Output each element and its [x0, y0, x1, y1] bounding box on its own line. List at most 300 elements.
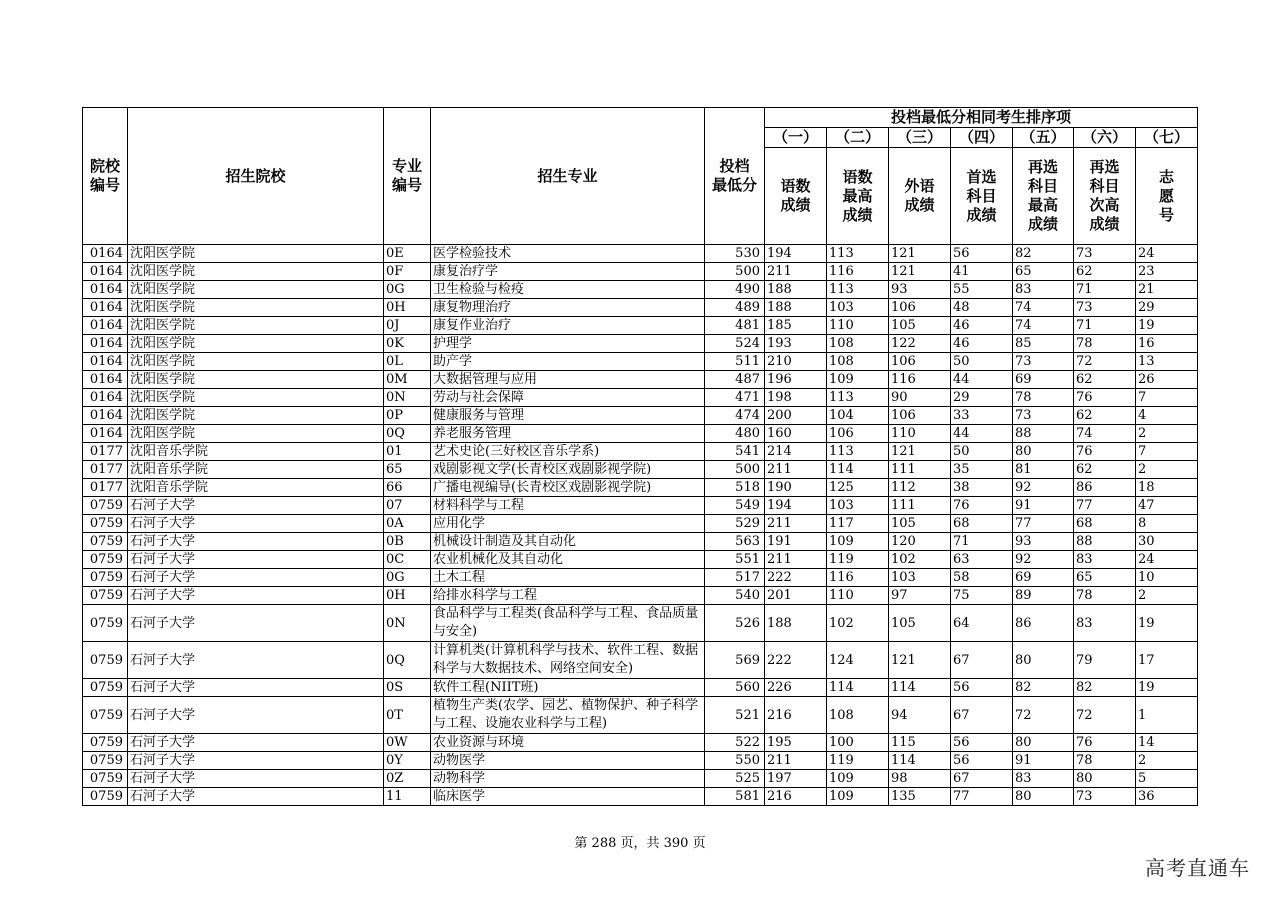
rank-5-cell: 93 [1013, 533, 1074, 551]
rank-4-cell: 46 [951, 335, 1013, 353]
rank-1-cell: 198 [765, 389, 827, 407]
min-score-cell: 551 [705, 551, 765, 569]
rank-3-cell: 98 [889, 770, 951, 788]
rank-5-cell: 69 [1013, 371, 1074, 389]
rank-3-cell: 111 [889, 461, 951, 479]
rank-3-cell: 105 [889, 515, 951, 533]
rank-4-cell: 50 [951, 443, 1013, 461]
rank-5-cell: 72 [1013, 697, 1074, 734]
major-code-cell: 0Q [384, 642, 431, 679]
rank-7-cell: 10 [1136, 569, 1198, 587]
school-code-cell: 0759 [83, 551, 128, 569]
rank-5-cell: 88 [1013, 425, 1074, 443]
major-name-cell: 材料科学与工程 [431, 497, 705, 515]
rank-7-cell: 36 [1136, 788, 1198, 806]
rank-4-cell: 56 [951, 734, 1013, 752]
school-name-cell: 沈阳医学院 [128, 317, 384, 335]
rank-2-cell: 106 [827, 425, 889, 443]
major-code-cell: 0G [384, 569, 431, 587]
school-name-cell: 石河子大学 [128, 679, 384, 697]
min-score-cell: 550 [705, 752, 765, 770]
rank-4-cell: 48 [951, 299, 1013, 317]
school-name-cell: 沈阳医学院 [128, 263, 384, 281]
rank-3-cell: 106 [889, 407, 951, 425]
rank-1-cell: 193 [765, 335, 827, 353]
rank-4-cell: 56 [951, 679, 1013, 697]
min-score-cell: 517 [705, 569, 765, 587]
rank-6-cell: 88 [1074, 533, 1136, 551]
rank-6-cell: 62 [1074, 263, 1136, 281]
major-name-cell: 助产学 [431, 353, 705, 371]
major-name-cell: 植物生产类(农学、园艺、植物保护、种子科学与工程、设施农业科学与工程) [431, 697, 705, 734]
rank-3-cell: 120 [889, 533, 951, 551]
min-score-cell: 540 [705, 587, 765, 605]
min-score-cell: 511 [705, 353, 765, 371]
rank-7-cell: 8 [1136, 515, 1198, 533]
major-code-cell: 0B [384, 533, 431, 551]
major-name-cell: 农业资源与环境 [431, 734, 705, 752]
header-rank-label-2: 语数 最高 成绩 [827, 148, 889, 245]
rank-1-cell: 185 [765, 317, 827, 335]
min-score-cell: 541 [705, 443, 765, 461]
rank-7-cell: 16 [1136, 335, 1198, 353]
rank-5-cell: 73 [1013, 353, 1074, 371]
rank-2-cell: 109 [827, 371, 889, 389]
header-rank-num-4: （四） [951, 128, 1013, 148]
rank-3-cell: 115 [889, 734, 951, 752]
rank-7-cell: 2 [1136, 425, 1198, 443]
header-rank-num-7: （七） [1136, 128, 1198, 148]
rank-2-cell: 113 [827, 281, 889, 299]
school-name-cell: 石河子大学 [128, 497, 384, 515]
min-score-cell: 522 [705, 734, 765, 752]
rank-6-cell: 74 [1074, 425, 1136, 443]
table-row [83, 263, 1198, 281]
rank-2-cell: 125 [827, 479, 889, 497]
school-code-cell: 0759 [83, 587, 128, 605]
major-code-cell: 0L [384, 353, 431, 371]
min-score-cell: 549 [705, 497, 765, 515]
major-name-cell: 机械设计制造及其自动化 [431, 533, 705, 551]
major-name-cell: 康复治疗学 [431, 263, 705, 281]
min-score-cell: 529 [705, 515, 765, 533]
table-body [83, 245, 1198, 806]
rank-3-cell: 121 [889, 443, 951, 461]
rank-5-cell: 69 [1013, 569, 1074, 587]
rank-5-cell: 80 [1013, 788, 1074, 806]
rank-5-cell: 92 [1013, 551, 1074, 569]
rank-6-cell: 86 [1074, 479, 1136, 497]
header-rank-label-3: 外语 成绩 [889, 148, 951, 245]
table-row [83, 679, 1198, 697]
rank-5-cell: 77 [1013, 515, 1074, 533]
school-name-cell: 石河子大学 [128, 551, 384, 569]
rank-1-cell: 214 [765, 443, 827, 461]
min-score-cell: 526 [705, 605, 765, 642]
rank-2-cell: 109 [827, 533, 889, 551]
table-row [83, 515, 1198, 533]
rank-6-cell: 78 [1074, 587, 1136, 605]
school-name-cell: 石河子大学 [128, 752, 384, 770]
rank-6-cell: 73 [1074, 245, 1136, 263]
rank-4-cell: 50 [951, 353, 1013, 371]
rank-7-cell: 23 [1136, 263, 1198, 281]
min-score-cell: 480 [705, 425, 765, 443]
table-row [83, 788, 1198, 806]
table-row [83, 569, 1198, 587]
rank-5-cell: 81 [1013, 461, 1074, 479]
school-code-cell: 0759 [83, 752, 128, 770]
rank-4-cell: 56 [951, 245, 1013, 263]
major-code-cell: 0K [384, 335, 431, 353]
min-score-cell: 521 [705, 697, 765, 734]
rank-1-cell: 188 [765, 281, 827, 299]
rank-1-cell: 196 [765, 371, 827, 389]
rank-6-cell: 73 [1074, 299, 1136, 317]
table-row [83, 697, 1198, 734]
major-code-cell: 0H [384, 587, 431, 605]
min-score-cell: 560 [705, 679, 765, 697]
rank-3-cell: 105 [889, 605, 951, 642]
rank-2-cell: 108 [827, 353, 889, 371]
major-name-cell: 给排水科学与工程 [431, 587, 705, 605]
rank-7-cell: 14 [1136, 734, 1198, 752]
rank-5-cell: 78 [1013, 389, 1074, 407]
rank-7-cell: 47 [1136, 497, 1198, 515]
school-name-cell: 沈阳医学院 [128, 371, 384, 389]
rank-6-cell: 62 [1074, 461, 1136, 479]
school-name-cell: 沈阳医学院 [128, 353, 384, 371]
table-row [83, 497, 1198, 515]
rank-7-cell: 13 [1136, 353, 1198, 371]
school-code-cell: 0177 [83, 479, 128, 497]
school-code-cell: 0164 [83, 389, 128, 407]
school-code-cell: 0164 [83, 281, 128, 299]
rank-7-cell: 17 [1136, 642, 1198, 679]
header-major-name: 招生专业 [431, 108, 705, 245]
header-rank-label-5: 再选 科目 最高 成绩 [1013, 148, 1074, 245]
rank-7-cell: 19 [1136, 679, 1198, 697]
table-row [83, 752, 1198, 770]
table-row [83, 299, 1198, 317]
header-rank-label-4: 首选 科目 成绩 [951, 148, 1013, 245]
rank-2-cell: 119 [827, 551, 889, 569]
rank-5-cell: 83 [1013, 770, 1074, 788]
rank-5-cell: 85 [1013, 335, 1074, 353]
rank-4-cell: 35 [951, 461, 1013, 479]
rank-1-cell: 210 [765, 353, 827, 371]
rank-1-cell: 211 [765, 263, 827, 281]
rank-5-cell: 86 [1013, 605, 1074, 642]
school-name-cell: 石河子大学 [128, 569, 384, 587]
header-rank-label-7: 志 愿 号 [1136, 148, 1198, 245]
school-code-cell: 0759 [83, 642, 128, 679]
rank-3-cell: 112 [889, 479, 951, 497]
major-name-cell: 医学检验技术 [431, 245, 705, 263]
min-score-cell: 489 [705, 299, 765, 317]
min-score-cell: 490 [705, 281, 765, 299]
rank-3-cell: 102 [889, 551, 951, 569]
rank-7-cell: 7 [1136, 443, 1198, 461]
table-row [83, 479, 1198, 497]
rank-2-cell: 116 [827, 263, 889, 281]
min-score-cell: 525 [705, 770, 765, 788]
rank-7-cell: 26 [1136, 371, 1198, 389]
header-rank-label-6: 再选 科目 次高 成绩 [1074, 148, 1136, 245]
major-name-cell: 土木工程 [431, 569, 705, 587]
major-code-cell: 0Z [384, 770, 431, 788]
table-row [83, 642, 1198, 679]
rank-3-cell: 135 [889, 788, 951, 806]
rank-7-cell: 4 [1136, 407, 1198, 425]
major-code-cell: 0A [384, 515, 431, 533]
min-score-cell: 569 [705, 642, 765, 679]
school-code-cell: 0164 [83, 245, 128, 263]
rank-6-cell: 76 [1074, 734, 1136, 752]
rank-6-cell: 65 [1074, 569, 1136, 587]
school-name-cell: 石河子大学 [128, 605, 384, 642]
rank-2-cell: 108 [827, 697, 889, 734]
school-code-cell: 0164 [83, 335, 128, 353]
school-code-cell: 0164 [83, 371, 128, 389]
major-name-cell: 农业机械化及其自动化 [431, 551, 705, 569]
table-row [83, 425, 1198, 443]
rank-5-cell: 65 [1013, 263, 1074, 281]
rank-6-cell: 78 [1074, 335, 1136, 353]
rank-5-cell: 74 [1013, 299, 1074, 317]
rank-5-cell: 80 [1013, 642, 1074, 679]
header-ranking-title: 投档最低分相同考生排序项 [765, 108, 1198, 128]
school-name-cell: 沈阳医学院 [128, 389, 384, 407]
school-code-cell: 0177 [83, 461, 128, 479]
header-school-code: 院校 编号 [83, 108, 128, 245]
rank-1-cell: 188 [765, 299, 827, 317]
school-name-cell: 石河子大学 [128, 533, 384, 551]
school-code-cell: 0759 [83, 515, 128, 533]
major-code-cell: 66 [384, 479, 431, 497]
rank-2-cell: 124 [827, 642, 889, 679]
rank-4-cell: 44 [951, 425, 1013, 443]
major-code-cell: 0W [384, 734, 431, 752]
school-name-cell: 沈阳医学院 [128, 281, 384, 299]
rank-4-cell: 75 [951, 587, 1013, 605]
major-name-cell: 广播电视编导(长青校区戏剧影视学院) [431, 479, 705, 497]
school-name-cell: 沈阳音乐学院 [128, 443, 384, 461]
table-row [83, 335, 1198, 353]
school-name-cell: 沈阳医学院 [128, 407, 384, 425]
major-name-cell: 戏剧影视文学(长青校区戏剧影视学院) [431, 461, 705, 479]
school-code-cell: 0759 [83, 788, 128, 806]
rank-6-cell: 76 [1074, 443, 1136, 461]
admission-score-table [82, 107, 1198, 806]
rank-4-cell: 67 [951, 697, 1013, 734]
rank-6-cell: 71 [1074, 281, 1136, 299]
rank-6-cell: 71 [1074, 317, 1136, 335]
rank-1-cell: 194 [765, 245, 827, 263]
major-name-cell: 食品科学与工程类(食品科学与工程、食品质量与安全) [431, 605, 705, 642]
rank-2-cell: 103 [827, 497, 889, 515]
rank-4-cell: 67 [951, 770, 1013, 788]
rank-2-cell: 100 [827, 734, 889, 752]
major-code-cell: 0S [384, 679, 431, 697]
table-row [83, 443, 1198, 461]
rank-2-cell: 108 [827, 335, 889, 353]
major-name-cell: 卫生检验与检疫 [431, 281, 705, 299]
rank-7-cell: 24 [1136, 245, 1198, 263]
school-code-cell: 0759 [83, 569, 128, 587]
rank-4-cell: 71 [951, 533, 1013, 551]
rank-6-cell: 77 [1074, 497, 1136, 515]
rank-7-cell: 30 [1136, 533, 1198, 551]
rank-4-cell: 76 [951, 497, 1013, 515]
rank-3-cell: 106 [889, 299, 951, 317]
rank-7-cell: 2 [1136, 587, 1198, 605]
rank-7-cell: 21 [1136, 281, 1198, 299]
min-score-cell: 500 [705, 461, 765, 479]
school-name-cell: 石河子大学 [128, 587, 384, 605]
header-major-code: 专业 编号 [384, 108, 431, 245]
major-code-cell: 0F [384, 263, 431, 281]
min-score-cell: 474 [705, 407, 765, 425]
rank-3-cell: 103 [889, 569, 951, 587]
rank-7-cell: 19 [1136, 605, 1198, 642]
rank-6-cell: 62 [1074, 371, 1136, 389]
school-code-cell: 0164 [83, 263, 128, 281]
rank-3-cell: 122 [889, 335, 951, 353]
rank-7-cell: 24 [1136, 551, 1198, 569]
rank-1-cell: 211 [765, 515, 827, 533]
school-code-cell: 0759 [83, 697, 128, 734]
min-score-cell: 487 [705, 371, 765, 389]
min-score-cell: 471 [705, 389, 765, 407]
rank-2-cell: 113 [827, 443, 889, 461]
school-name-cell: 沈阳医学院 [128, 425, 384, 443]
rank-2-cell: 109 [827, 770, 889, 788]
major-code-cell: 0H [384, 299, 431, 317]
rank-1-cell: 216 [765, 788, 827, 806]
major-name-cell: 护理学 [431, 335, 705, 353]
table-row [83, 371, 1198, 389]
rank-5-cell: 91 [1013, 497, 1074, 515]
rank-1-cell: 195 [765, 734, 827, 752]
rank-4-cell: 58 [951, 569, 1013, 587]
rank-7-cell: 19 [1136, 317, 1198, 335]
rank-2-cell: 117 [827, 515, 889, 533]
rank-4-cell: 41 [951, 263, 1013, 281]
table-header [83, 108, 1198, 245]
rank-4-cell: 29 [951, 389, 1013, 407]
table-row [83, 461, 1198, 479]
rank-3-cell: 97 [889, 587, 951, 605]
rank-4-cell: 55 [951, 281, 1013, 299]
rank-6-cell: 83 [1074, 605, 1136, 642]
table-row [83, 245, 1198, 263]
rank-2-cell: 109 [827, 788, 889, 806]
rank-4-cell: 44 [951, 371, 1013, 389]
school-code-cell: 0164 [83, 299, 128, 317]
rank-3-cell: 106 [889, 353, 951, 371]
rank-3-cell: 116 [889, 371, 951, 389]
rank-1-cell: 211 [765, 551, 827, 569]
rank-7-cell: 5 [1136, 770, 1198, 788]
page-footer: 第 288 页，共 390 页 [574, 836, 706, 851]
rank-5-cell: 82 [1013, 679, 1074, 697]
rank-6-cell: 76 [1074, 389, 1136, 407]
rank-2-cell: 104 [827, 407, 889, 425]
major-code-cell: 0E [384, 245, 431, 263]
rank-1-cell: 191 [765, 533, 827, 551]
rank-5-cell: 83 [1013, 281, 1074, 299]
rank-6-cell: 72 [1074, 697, 1136, 734]
school-name-cell: 石河子大学 [128, 515, 384, 533]
major-name-cell: 软件工程(NIIT班) [431, 679, 705, 697]
rank-5-cell: 82 [1013, 245, 1074, 263]
min-score-cell: 530 [705, 245, 765, 263]
school-name-cell: 沈阳医学院 [128, 335, 384, 353]
rank-4-cell: 64 [951, 605, 1013, 642]
min-score-cell: 581 [705, 788, 765, 806]
rank-2-cell: 114 [827, 461, 889, 479]
rank-2-cell: 116 [827, 569, 889, 587]
major-name-cell: 动物医学 [431, 752, 705, 770]
major-code-cell: 11 [384, 788, 431, 806]
header-rank-num-6: （六） [1074, 128, 1136, 148]
header-rank-label-1: 语数 成绩 [765, 148, 827, 245]
major-code-cell: 0P [384, 407, 431, 425]
rank-6-cell: 68 [1074, 515, 1136, 533]
rank-3-cell: 90 [889, 389, 951, 407]
rank-1-cell: 194 [765, 497, 827, 515]
school-code-cell: 0164 [83, 353, 128, 371]
min-score-cell: 518 [705, 479, 765, 497]
school-code-cell: 0759 [83, 533, 128, 551]
school-code-cell: 0759 [83, 734, 128, 752]
rank-7-cell: 18 [1136, 479, 1198, 497]
min-score-cell: 481 [705, 317, 765, 335]
major-code-cell: 0M [384, 371, 431, 389]
rank-5-cell: 89 [1013, 587, 1074, 605]
table-row [83, 281, 1198, 299]
rank-7-cell: 1 [1136, 697, 1198, 734]
rank-1-cell: 160 [765, 425, 827, 443]
table-row [83, 317, 1198, 335]
school-name-cell: 石河子大学 [128, 697, 384, 734]
school-name-cell: 沈阳医学院 [128, 299, 384, 317]
rank-4-cell: 33 [951, 407, 1013, 425]
table-row [83, 734, 1198, 752]
rank-6-cell: 83 [1074, 551, 1136, 569]
major-name-cell: 健康服务与管理 [431, 407, 705, 425]
school-name-cell: 石河子大学 [128, 734, 384, 752]
header-rank-num-5: （五） [1013, 128, 1074, 148]
major-name-cell: 康复物理治疗 [431, 299, 705, 317]
rank-5-cell: 91 [1013, 752, 1074, 770]
rank-4-cell: 67 [951, 642, 1013, 679]
school-code-cell: 0759 [83, 497, 128, 515]
major-code-cell: 0C [384, 551, 431, 569]
rank-7-cell: 7 [1136, 389, 1198, 407]
major-code-cell: 0T [384, 697, 431, 734]
rank-1-cell: 222 [765, 569, 827, 587]
major-code-cell: 0Q [384, 425, 431, 443]
rank-2-cell: 110 [827, 317, 889, 335]
rank-1-cell: 211 [765, 752, 827, 770]
header-rank-num-2: （二） [827, 128, 889, 148]
rank-6-cell: 78 [1074, 752, 1136, 770]
table-row [83, 407, 1198, 425]
rank-6-cell: 72 [1074, 353, 1136, 371]
rank-4-cell: 56 [951, 752, 1013, 770]
